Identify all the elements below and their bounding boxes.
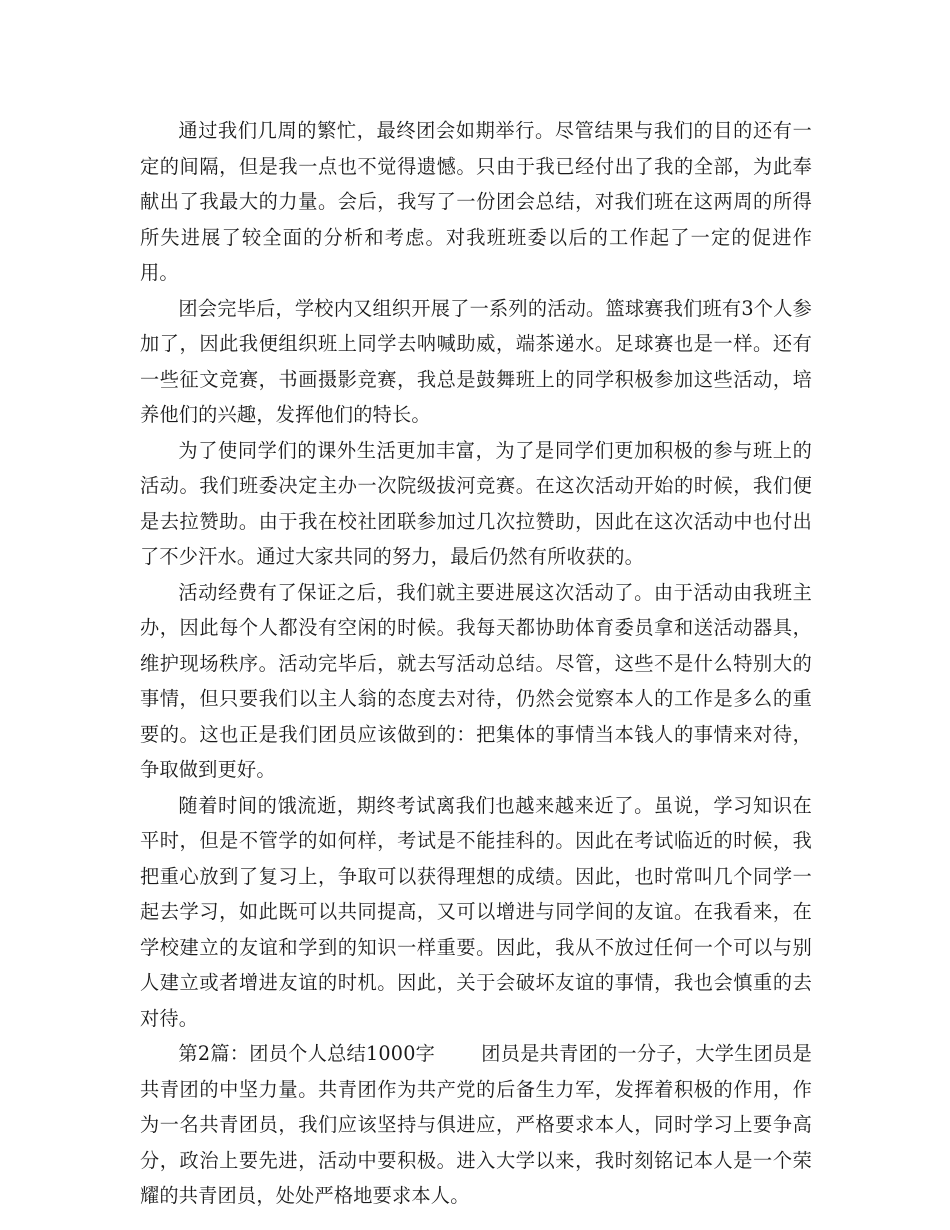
paragraph-3: 为了使同学们的课外生活更加丰富，为了是同学们更加积极的参与班上的活动。我们班委决定主办一次院级拔河竞赛。在这次活动开始的时候，我们便是去拉赞助。由于我在校社团联参加过几次拉赞助，因此在这次活动中也付出了不少汗水。通过大家共同的努力，最后仍然有所收获的。 <box>140 438 812 568</box>
section-heading: 第2篇：团员个人总结1000字 <box>178 1042 436 1065</box>
document-body <box>140 113 812 1214</box>
section-body: 团员是共青团的一分子，大学生团员是共青团的中坚力量。共青团作为共产党的后备生力军，发挥着积极的作用，作为一名共青团员，我们应该坚持与俱进应，严格要求本人，同时学习上要争高分，政治上要先进，活动中要积极。进入大学以来，我时刻铭记本人是一个荣耀的共青团员，处处严格地要求本人。 <box>140 1042 812 1207</box>
paragraph-6 <box>140 1036 812 1214</box>
paragraph-2: 团会完毕后，学校内又组织开展了一系列的活动。篮球赛我们班有3个人参加了，因此我便组织班上同学去呐喊助威，端茶递水。足球赛也是一样。还有一些征文竞赛，书画摄影竞赛，我总是鼓舞班上的同学积极参加这些活动，培养他们的兴趣，发挥他们的特长。 <box>140 296 812 426</box>
paragraph-5: 随着时间的饿流逝，期终考试离我们也越来越来近了。虽说，学习知识在平时，但是不管学的如何样，考试是不能挂科的。因此在考试临近的时候，我把重心放到了复习上，争取可以获得理想的成绩。因此，也时常叫几个同学一起去学习，如此既可以共同提高，又可以增进与同学间的友谊。在我看来，在学校建立的友谊和学到的知识一样重要。因此，我从不放过任何一个可以与别人建立或者增进友谊的时机。因此，关于会破坏友谊的事情，我也会慎重的去对待。 <box>140 793 812 1030</box>
paragraph-1: 通过我们几周的繁忙，最终团会如期举行。尽管结果与我们的目的还有一定的间隔，但是我一点也不觉得遗憾。只由于我已经付出了我的全部，为此奉献出了我最大的力量。会后，我写了一份团会总结，对我们班在这两周的所得所失进展了较全面的分析和考虑。对我班班委以后的工作起了一定的促进作用。 <box>140 119 812 284</box>
paragraph-4: 活动经费有了保证之后，我们就主要进展这次活动了。由于活动由我班主办，因此每个人都没有空闲的时候。我每天都协助体育委员拿和送活动器具，维护现场秩序。活动完毕后，就去写活动总结。尽管，这些不是什么特别大的事情，但只要我们以主人翁的态度去对待，仍然会觉察本人的工作是多么的重要的。这也正是我们团员应该做到的：把集体的事情当本钱人的事情来对待，争取做到更好。 <box>140 580 812 781</box>
